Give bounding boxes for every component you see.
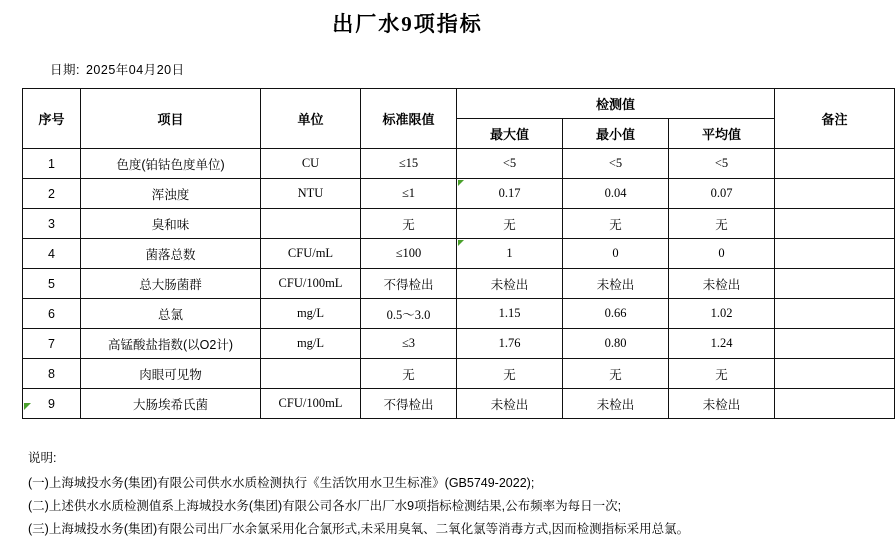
cell-remark (775, 389, 895, 419)
table-body (23, 149, 895, 419)
cell-remark (775, 209, 895, 239)
cell-no: 9 (23, 389, 81, 419)
cell-limit: 0.5～3.0 (361, 299, 457, 329)
cell-avg: 未检出 (669, 269, 775, 299)
page-title: 出厂水9项指标 (332, 12, 483, 36)
column-header-remark: 备注 (775, 89, 895, 149)
cell-no: 6 (23, 299, 81, 329)
cell-limit: 无 (361, 209, 457, 239)
cell-limit: 不得检出 (361, 269, 457, 299)
cell-item: 总氯 (81, 299, 261, 329)
column-header-item: 项目 (81, 89, 261, 149)
notes-title: 说明: (28, 451, 57, 465)
cell-unit: CU (261, 149, 361, 179)
document-page (0, 8, 848, 537)
cell-min: 未检出 (563, 269, 669, 299)
cell-item: 肉眼可见物 (81, 359, 261, 389)
cell-min: 无 (563, 359, 669, 389)
cell-max: 0.17 (457, 179, 563, 209)
date-value: 2025年04月20日 (85, 63, 185, 77)
cell-min: 0.66 (563, 299, 669, 329)
cell-limit: 不得检出 (361, 389, 457, 419)
cell-remark (775, 269, 895, 299)
cell-max: 无 (457, 359, 563, 389)
cell-item: 臭和味 (81, 209, 261, 239)
cell-max: <5 (457, 149, 563, 179)
cell-unit: mg/L (261, 299, 361, 329)
table-row (23, 149, 895, 179)
report-date (50, 60, 815, 78)
column-header-no: 序号 (23, 89, 81, 149)
notes-section (28, 447, 815, 542)
column-header-unit: 单位 (261, 89, 361, 149)
cell-unit: CFU/100mL (261, 389, 361, 419)
cell-limit: ≤100 (361, 239, 457, 269)
table-row (23, 209, 895, 239)
cell-min: 无 (563, 209, 669, 239)
cell-max: 未检出 (457, 269, 563, 299)
cell-item: 高锰酸盐指数(以O2计) (81, 329, 261, 359)
table-row (23, 269, 895, 299)
cell-max: 1.76 (457, 329, 563, 359)
note-line-2: (二)上述供水水质检测值系上海城投水务(集团)有限公司各水厂出厂水9项指标检测结果,公布频率为每日一次; (28, 499, 622, 514)
cell-avg: 1.24 (669, 329, 775, 359)
table-row (23, 389, 895, 419)
water-quality-table (22, 88, 895, 419)
cell-item: 总大肠菌群 (81, 269, 261, 299)
cell-min: <5 (563, 149, 669, 179)
cell-avg: 未检出 (669, 389, 775, 419)
table-row (23, 299, 895, 329)
date-label: 日期: (50, 63, 80, 77)
cell-avg: 0.07 (669, 179, 775, 209)
cell-unit: CFU/mL (261, 239, 361, 269)
cell-limit: ≤3 (361, 329, 457, 359)
cell-no: 8 (23, 359, 81, 389)
cell-remark (775, 329, 895, 359)
cell-unit: NTU (261, 179, 361, 209)
cell-limit: ≤15 (361, 149, 457, 179)
table-row (23, 359, 895, 389)
cell-unit: CFU/100mL (261, 269, 361, 299)
cell-no: 5 (23, 269, 81, 299)
table-header (23, 89, 895, 149)
column-header-limit: 标准限值 (361, 89, 457, 149)
cell-min: 未检出 (563, 389, 669, 419)
cell-item: 浑浊度 (81, 179, 261, 209)
cell-remark (775, 299, 895, 329)
table-row (23, 179, 895, 209)
cell-no: 3 (23, 209, 81, 239)
cell-item: 菌落总数 (81, 239, 261, 269)
cell-max: 无 (457, 209, 563, 239)
cell-avg: 1.02 (669, 299, 775, 329)
cell-min: 0.80 (563, 329, 669, 359)
note-line-3: (三)上海城投水务(集团)有限公司出厂水余氯采用化合氯形式,未采用臭氧、二氧化氯等消毒方式,因而检测指标采用总氯。 (28, 522, 690, 537)
cell-avg: 无 (669, 209, 775, 239)
cell-avg: <5 (669, 149, 775, 179)
table-row (23, 239, 895, 269)
cell-item: 色度(铂钴色度单位) (81, 149, 261, 179)
column-header-min: 最小值 (563, 119, 669, 149)
cell-min: 0 (563, 239, 669, 269)
cell-min: 0.04 (563, 179, 669, 209)
cell-remark (775, 149, 895, 179)
cell-no: 1 (23, 149, 81, 179)
cell-max: 1 (457, 239, 563, 269)
cell-max: 1.15 (457, 299, 563, 329)
cell-unit (261, 209, 361, 239)
column-header-max: 最大值 (457, 119, 563, 149)
table-header-row-1 (23, 89, 895, 119)
cell-avg: 无 (669, 359, 775, 389)
cell-no: 4 (23, 239, 81, 269)
column-header-measured-group: 检测值 (457, 89, 775, 119)
cell-limit: ≤1 (361, 179, 457, 209)
comment-marker-icon (24, 403, 31, 410)
cell-unit (261, 359, 361, 389)
cell-max: 未检出 (457, 389, 563, 419)
cell-item: 大肠埃希氏菌 (81, 389, 261, 419)
cell-no: 2 (23, 179, 81, 209)
cell-remark (775, 239, 895, 269)
cell-no: 7 (23, 329, 81, 359)
table-row (23, 329, 895, 359)
column-header-avg: 平均值 (669, 119, 775, 149)
cell-limit: 无 (361, 359, 457, 389)
cell-unit: mg/L (261, 329, 361, 359)
cell-remark (775, 179, 895, 209)
cell-remark (775, 359, 895, 389)
note-line-1: (一)上海城投水务(集团)有限公司供水水质检测执行《生活饮用水卫生标准》(GB5749-2022); (28, 476, 535, 491)
cell-avg: 0 (669, 239, 775, 269)
